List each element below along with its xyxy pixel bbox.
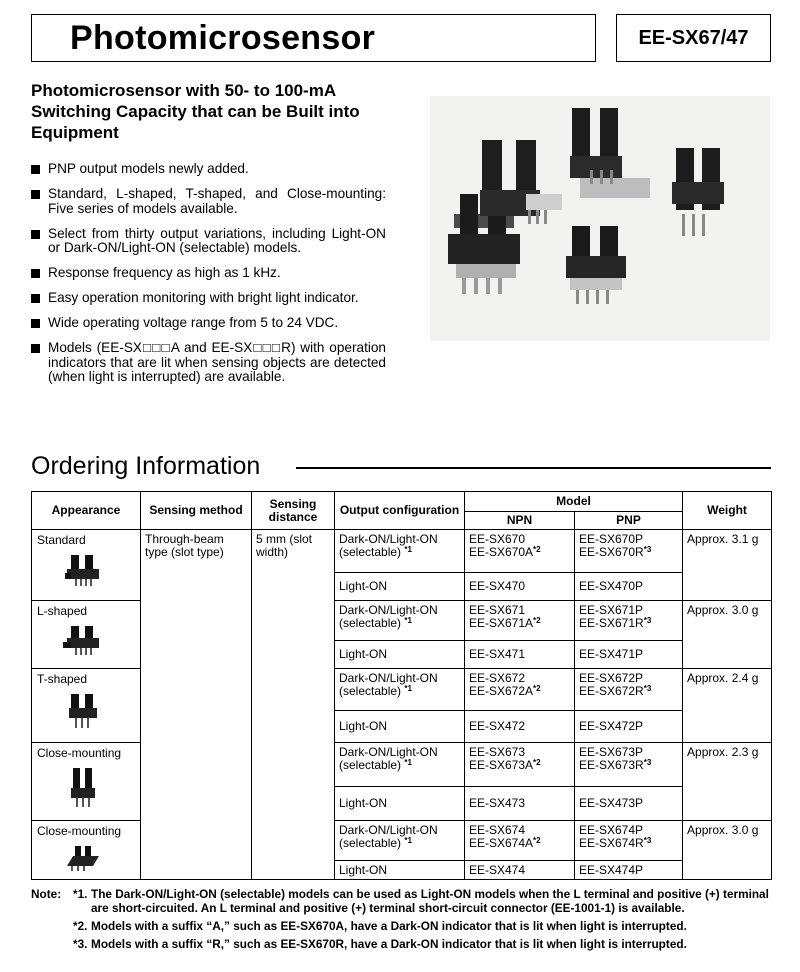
output-config-cell: Light-ON (335, 573, 465, 601)
output-config-cell: Dark-ON/Light-ON (selectable) $^{*1}$ (335, 669, 465, 711)
header-npn: NPN (465, 512, 575, 530)
pnp-cell: EE-SX471P (575, 641, 683, 669)
page-title: Photomicrosensor (70, 19, 376, 57)
notes (31, 887, 776, 955)
close-mounting-flat-sensor-icon (63, 844, 103, 872)
pnp-cell: EE-SX670P $EE-SX670R^{*3}$ (575, 530, 683, 573)
npn-cell: EE-SX470 (465, 573, 575, 601)
section-rule (296, 467, 771, 469)
pnp-cell: EE-SX671P $EE-SX671R^{*3}$ (575, 601, 683, 641)
header-model: Model (465, 492, 683, 512)
table-row (32, 530, 772, 573)
note-label: Note: (31, 887, 62, 901)
pnp-cell: EE-SX470P (575, 573, 683, 601)
output-config-cell: Light-ON (335, 861, 465, 880)
note-item: *2. Models with a suffix “A,” such as EE-SX670A, have a Dark-ON indicator that is lit when light is interrupted. (73, 919, 687, 933)
npn-cell: EE-SX471 (465, 641, 575, 669)
npn-cell: EE-SX674 $EE-SX674A^{*2}$ (465, 821, 575, 861)
appearance-cell: T-shaped (32, 669, 141, 743)
close-mounting-sensor-icon (63, 766, 103, 808)
output-config-cell: Light-ON (335, 641, 465, 669)
feature-list (31, 162, 386, 395)
bullet-icon (31, 190, 40, 199)
weight-cell: Approx. 3.0 g (683, 601, 772, 669)
feature-item: Standard, L-shaped, T-shaped, and Close-mounting: Five series of models available. (31, 187, 386, 216)
ordering-table (31, 491, 772, 880)
note-item: *3. Models with a suffix “R,” such as EE-SX670R, have a Dark-ON indicator that is lit when light is interrupted. (73, 937, 687, 951)
output-config-cell: Dark-ON/Light-ON (selectable) $^{*1}$ (335, 601, 465, 641)
bullet-icon (31, 230, 40, 239)
appearance-cell: Standard (32, 530, 141, 601)
bullet-icon (31, 165, 40, 174)
output-config-cell: Light-ON (335, 787, 465, 821)
standard-sensor-icon (63, 553, 103, 587)
bullet-icon (31, 319, 40, 328)
pnp-cell: EE-SX472P (575, 711, 683, 743)
section-title: Ordering Information (31, 452, 261, 480)
appearance-cell: Close-mounting (32, 821, 141, 880)
bullet-icon (31, 294, 40, 303)
npn-cell: EE-SX472 (465, 711, 575, 743)
t-shaped-sensor-icon (63, 692, 103, 730)
note-item: *1. The Dark-ON/Light-ON (selectable) models can be used as Light-ON models when the L terminal and positive (+) terminal are short-circuited. An L terminal and positive (+) terminal short-circuit connector (EE-1001-1) is available. (73, 887, 769, 915)
feature-item: Easy operation monitoring with bright light indicator. (31, 291, 386, 306)
pnp-cell: EE-SX474P (575, 861, 683, 880)
header-sensing-distance: Sensing distance (252, 492, 335, 530)
title-box (31, 14, 596, 62)
sensing-method-cell: Through-beam type (slot type) (141, 530, 252, 880)
bullet-icon (31, 344, 40, 353)
weight-cell: Approx. 3.1 g (683, 530, 772, 601)
header-output-config: Output configuration (335, 492, 465, 530)
header-pnp: PNP (575, 512, 683, 530)
pnp-cell: EE-SX672P $EE-SX672R^{*3}$ (575, 669, 683, 711)
pnp-cell: EE-SX473P (575, 787, 683, 821)
output-config-cell: Dark-ON/Light-ON (selectable) $^{*1}$ (335, 743, 465, 787)
npn-cell: EE-SX473 (465, 787, 575, 821)
weight-cell: Approx. 3.0 g (683, 821, 772, 880)
bullet-icon (31, 269, 40, 278)
appearance-cell: Close-mounting (32, 743, 141, 821)
product-photo (430, 96, 770, 341)
feature-item: Response frequency as high as 1 kHz. (31, 266, 386, 281)
model-box (616, 14, 771, 62)
pnp-cell: EE-SX674P $EE-SX674R^{*3}$ (575, 821, 683, 861)
subtitle: Photomicrosensor with 50- to 100-mA Switching Capacity that can be Built into Equipment (31, 81, 360, 142)
header-sensing-method: Sensing method (141, 492, 252, 530)
output-config-cell: Dark-ON/Light-ON (selectable) $^{*1}$ (335, 530, 465, 573)
model-number: EE-SX67/47 (638, 27, 749, 49)
npn-cell: EE-SX673 $EE-SX673A^{*2}$ (465, 743, 575, 787)
feature-item: PNP output models newly added. (31, 162, 386, 177)
feature-item: Wide operating voltage range from 5 to 24 VDC. (31, 316, 386, 331)
sensing-distance-cell: 5 mm (slot width) (252, 530, 335, 880)
npn-cell: EE-SX474 (465, 861, 575, 880)
npn-cell: EE-SX671 $EE-SX671A^{*2}$ (465, 601, 575, 641)
weight-cell: Approx. 2.4 g (683, 669, 772, 743)
appearance-cell: L-shaped (32, 601, 141, 669)
npn-cell: EE-SX672 $EE-SX672A^{*2}$ (465, 669, 575, 711)
header-appearance: Appearance (32, 492, 141, 530)
output-config-cell: Light-ON (335, 711, 465, 743)
feature-item: Select from thirty output variations, including Light-ON or Dark-ON/Light-ON (selectable) models. (31, 227, 386, 256)
feature-item: Models (EE-SX□□□A and EE-SX□□□R) with operation indicators that are lit when sensing objects are detected (when light is interrupted) are available. (31, 341, 386, 385)
l-shaped-sensor-icon (63, 624, 103, 656)
output-config-cell: Dark-ON/Light-ON (selectable) $^{*1}$ (335, 821, 465, 861)
header-weight: Weight (683, 492, 772, 530)
npn-cell: EE-SX670 $EE-SX670A^{*2}$ (465, 530, 575, 573)
pnp-cell: EE-SX673P $EE-SX673R^{*3}$ (575, 743, 683, 787)
weight-cell: Approx. 2.3 g (683, 743, 772, 821)
